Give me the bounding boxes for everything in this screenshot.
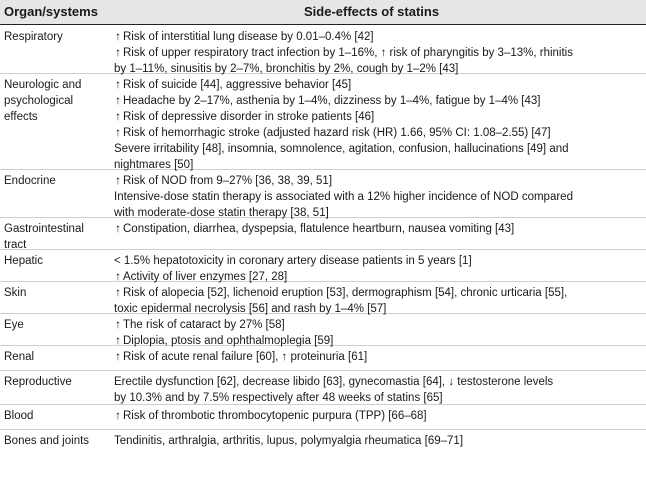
organ-cell bbox=[4, 374, 108, 390]
effects-column-header: Side-effects of statins bbox=[304, 4, 440, 19]
effect-text: toxic epidermal necrolysis [56] and rash by 1–4% [57] bbox=[114, 303, 387, 315]
effect-text: Tendinitis, arthralgia, arthritis, lupus, polymyalgia rheumatica [69–71] bbox=[114, 435, 464, 447]
table-row bbox=[0, 218, 646, 250]
organ-label: Eye bbox=[4, 319, 24, 331]
arrow-up-icon: ↑ bbox=[115, 111, 121, 123]
effect-text: Risk of acute renal failure [60], ↑ proteinuria [61] bbox=[123, 351, 368, 363]
effect-line bbox=[114, 349, 642, 365]
effect-text: Risk of NOD from 9–27% [36, 38, 39, 51] bbox=[123, 175, 333, 187]
organ-cell bbox=[4, 29, 108, 45]
table-row bbox=[0, 405, 646, 430]
effects-cell bbox=[114, 317, 642, 349]
effect-text: Risk of upper respiratory tract infection by 1–16%, ↑ risk of pharyngitis by 3–13%, rhinitis bbox=[123, 47, 573, 59]
table-row bbox=[0, 250, 646, 282]
effect-text: Severe irritability [48], insomnia, somnolence, agitation, confusion, hallucinations [49] and bbox=[114, 143, 569, 155]
arrow-up-icon: ↑ bbox=[115, 127, 121, 139]
organ-label: Reproductive bbox=[4, 376, 72, 388]
table-row bbox=[0, 170, 646, 218]
effect-line bbox=[114, 125, 642, 141]
effect-text: Risk of interstitial lung disease by 0.01–0.4% [42] bbox=[123, 31, 374, 43]
organ-cell bbox=[4, 173, 108, 189]
effect-line bbox=[114, 189, 642, 205]
table-body bbox=[0, 26, 646, 456]
effect-text: nightmares [50] bbox=[114, 159, 194, 171]
organ-label: Skin bbox=[4, 287, 27, 299]
organ-label: Respiratory bbox=[4, 31, 63, 43]
effects-cell bbox=[114, 173, 642, 221]
effects-cell bbox=[114, 253, 642, 285]
effect-text: Constipation, diarrhea, dyspepsia, flatulence heartburn, nausea vomiting [43] bbox=[123, 223, 515, 235]
effect-line bbox=[114, 173, 642, 189]
effect-line bbox=[114, 45, 642, 61]
effect-text: Risk of hemorrhagic stroke (adjusted hazard risk (HR) 1.66, 95% CI: 1.08–2.55) [47] bbox=[123, 127, 551, 139]
arrow-up-icon: ↑ bbox=[115, 47, 121, 59]
organ-label: Endocrine bbox=[4, 175, 56, 187]
organ-cell bbox=[4, 253, 108, 269]
effect-text: < 1.5% hepatotoxicity in coronary artery disease patients in 5 years [1] bbox=[114, 255, 472, 267]
effect-text: Activity of liver enzymes [27, 28] bbox=[123, 271, 288, 283]
effect-line bbox=[114, 109, 642, 125]
arrow-up-icon: ↑ bbox=[115, 287, 121, 299]
arrow-up-icon: ↑ bbox=[115, 335, 121, 347]
organ-label: Renal bbox=[4, 351, 35, 363]
effects-cell bbox=[114, 77, 642, 173]
table-row bbox=[0, 430, 646, 456]
organ-cell bbox=[4, 285, 108, 301]
table-row bbox=[0, 74, 646, 170]
arrow-up-icon: ↑ bbox=[115, 410, 121, 422]
effect-line bbox=[114, 390, 642, 406]
organ-cell bbox=[4, 433, 108, 449]
organ-label: Neurologic and bbox=[4, 79, 82, 91]
organ-label: effects bbox=[4, 111, 38, 123]
effect-text: Risk of thrombotic thrombocytopenic purpura (TPP) [66–68] bbox=[123, 410, 427, 422]
effect-line bbox=[114, 77, 642, 93]
organ-label: Blood bbox=[4, 410, 34, 422]
arrow-up-icon: ↑ bbox=[115, 319, 121, 331]
organ-label: Bones and joints bbox=[4, 435, 90, 447]
effects-cell bbox=[114, 349, 642, 365]
effect-line bbox=[114, 253, 642, 269]
effects-cell bbox=[114, 285, 642, 317]
arrow-up-icon: ↑ bbox=[115, 31, 121, 43]
effect-line bbox=[114, 141, 642, 157]
effect-text: Headache by 2–17%, asthenia by 1–4%, dizziness by 1–4%, fatigue by 1–4% [43] bbox=[123, 95, 541, 107]
arrow-up-icon: ↑ bbox=[115, 223, 121, 235]
organ-cell bbox=[4, 221, 108, 253]
effects-cell bbox=[114, 29, 642, 77]
effect-text: with moderate-dose statin therapy [38, 51] bbox=[114, 207, 329, 219]
arrow-up-icon: ↑ bbox=[115, 271, 121, 283]
organ-cell bbox=[4, 317, 108, 333]
table-row bbox=[0, 26, 646, 74]
effects-cell bbox=[114, 433, 642, 449]
arrow-up-icon: ↑ bbox=[115, 175, 121, 187]
effect-line bbox=[114, 221, 642, 237]
effects-cell bbox=[114, 221, 642, 237]
effect-line bbox=[114, 93, 642, 109]
arrow-up-icon: ↑ bbox=[115, 351, 121, 363]
table-row bbox=[0, 346, 646, 371]
table-row bbox=[0, 314, 646, 346]
effect-line bbox=[114, 285, 642, 301]
effect-text: Risk of suicide [44], aggressive behavior [45] bbox=[123, 79, 352, 91]
effects-cell bbox=[114, 408, 642, 424]
effect-text: Erectile dysfunction [62], decrease libido [63], gynecomastia [64], ↓ testosterone levels bbox=[114, 376, 554, 388]
table-header bbox=[0, 0, 646, 25]
effects-cell bbox=[114, 374, 642, 406]
table-row bbox=[0, 371, 646, 405]
organ-label: psychological bbox=[4, 95, 74, 107]
effect-line bbox=[114, 374, 642, 390]
organ-cell bbox=[4, 77, 108, 125]
organ-label: Gastrointestinal bbox=[4, 223, 84, 235]
effect-text: Risk of depressive disorder in stroke patients [46] bbox=[123, 111, 375, 123]
effect-text: The risk of cataract by 27% [58] bbox=[123, 319, 285, 331]
effect-text: by 1–11%, sinusitis by 2–7%, bronchitis by 2%, cough by 1–2% [43] bbox=[114, 63, 459, 75]
effect-line bbox=[114, 317, 642, 333]
effect-text: Intensive-dose statin therapy is associated with a 12% higher incidence of NOD compared bbox=[114, 191, 573, 203]
arrow-up-icon: ↑ bbox=[115, 79, 121, 91]
effect-line bbox=[114, 408, 642, 424]
effect-text: Risk of alopecia [52], lichenoid eruption [53], dermographism [54], chronic urticaria [55], bbox=[123, 287, 568, 299]
arrow-up-icon: ↑ bbox=[115, 95, 121, 107]
organ-cell bbox=[4, 408, 108, 424]
effect-text: Diplopia, ptosis and ophthalmoplegia [59] bbox=[123, 335, 334, 347]
organ-cell bbox=[4, 349, 108, 365]
effect-text: by 10.3% and by 7.5% respectively after 48 weeks of statins [65] bbox=[114, 392, 443, 404]
effect-line bbox=[114, 29, 642, 45]
organ-label: Hepatic bbox=[4, 255, 43, 267]
table-row bbox=[0, 282, 646, 314]
effect-line bbox=[114, 433, 642, 449]
organ-label: tract bbox=[4, 239, 27, 251]
organ-column-header: Organ/systems bbox=[4, 4, 98, 19]
